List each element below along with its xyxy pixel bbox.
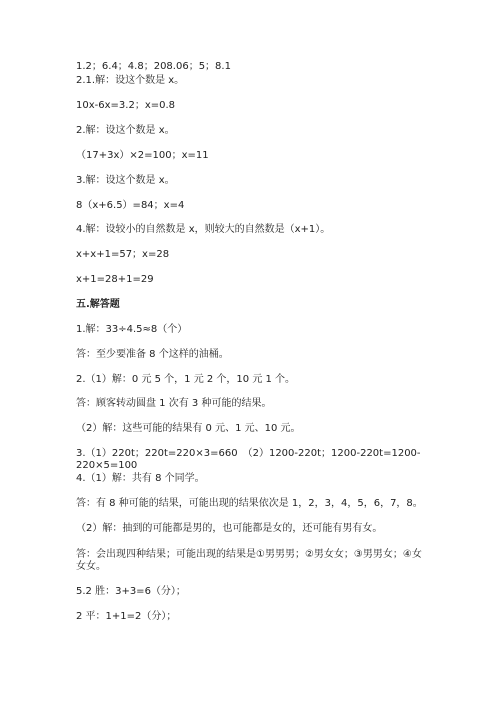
answer-line-5: （17+3x）×2=100；x=11 [76,150,209,161]
answer-line-8: 4.解：设较小的自然数是 x，则较大的自然数是（x+1）。 [76,224,331,235]
answer-line-10: x+1=28+1=29 [76,274,154,285]
answer-line-14: 2.（1）解：0 元 5 个，1 元 2 个，10 元 1 个。 [76,374,296,385]
answer-line-17: 3.（1）220t；220t=220×3=660 （2）1200-220t；1200-220t=1200-220×5=100 [76,448,421,471]
answer-line-7: 8（x+6.5）=84；x=4 [76,200,185,211]
answer-line-15: 答：顾客转动圆盘 1 次有 3 种可能的结果。 [76,398,272,409]
answer-line-3: 10x-6x=3.2；x=0.8 [76,100,176,111]
answer-line-23: 2 平：1+1=2（分）； [76,611,177,622]
answer-line-20: （2）解：抽到的可能都是男的，也可能都是女的，还可能有男有女。 [76,523,383,534]
answer-line-16: （2）解：这些可能的结果有 0 元、1 元、10 元。 [76,423,301,434]
answer-line-12: 1.解：33÷4.5≈8（个） [76,324,188,335]
answer-line-13: 答：至少要准备 8 个这样的油桶。 [76,349,229,360]
answer-line-1: 1.2；6.4；4.8；208.06；5；8.1 [76,61,231,72]
section-heading: 五.解答题 [76,299,120,310]
answer-line-18: 4.（1）解：共有 8 个同学。 [76,473,205,484]
answer-line-6: 3.解：设这个数是 x。 [76,175,175,186]
answer-line-19: 答：有 8 种可能的结果，可能出现的结果依次是 1，2，3，4，5，6，7，8。 [76,498,423,509]
answer-line-22: 5.2 胜：3+3=6（分）； [76,586,186,597]
answer-line-9: x+x+1=57；x=28 [76,249,170,260]
answer-line-4: 2.解：设这个数是 x。 [76,125,175,136]
answer-line-21: 答：会出现四种结果；可能出现的结果是①男男男；②男女女；③男男女；④女女女。 [76,549,422,572]
answer-line-2: 2.1.解：设这个数是 x。 [76,75,185,86]
